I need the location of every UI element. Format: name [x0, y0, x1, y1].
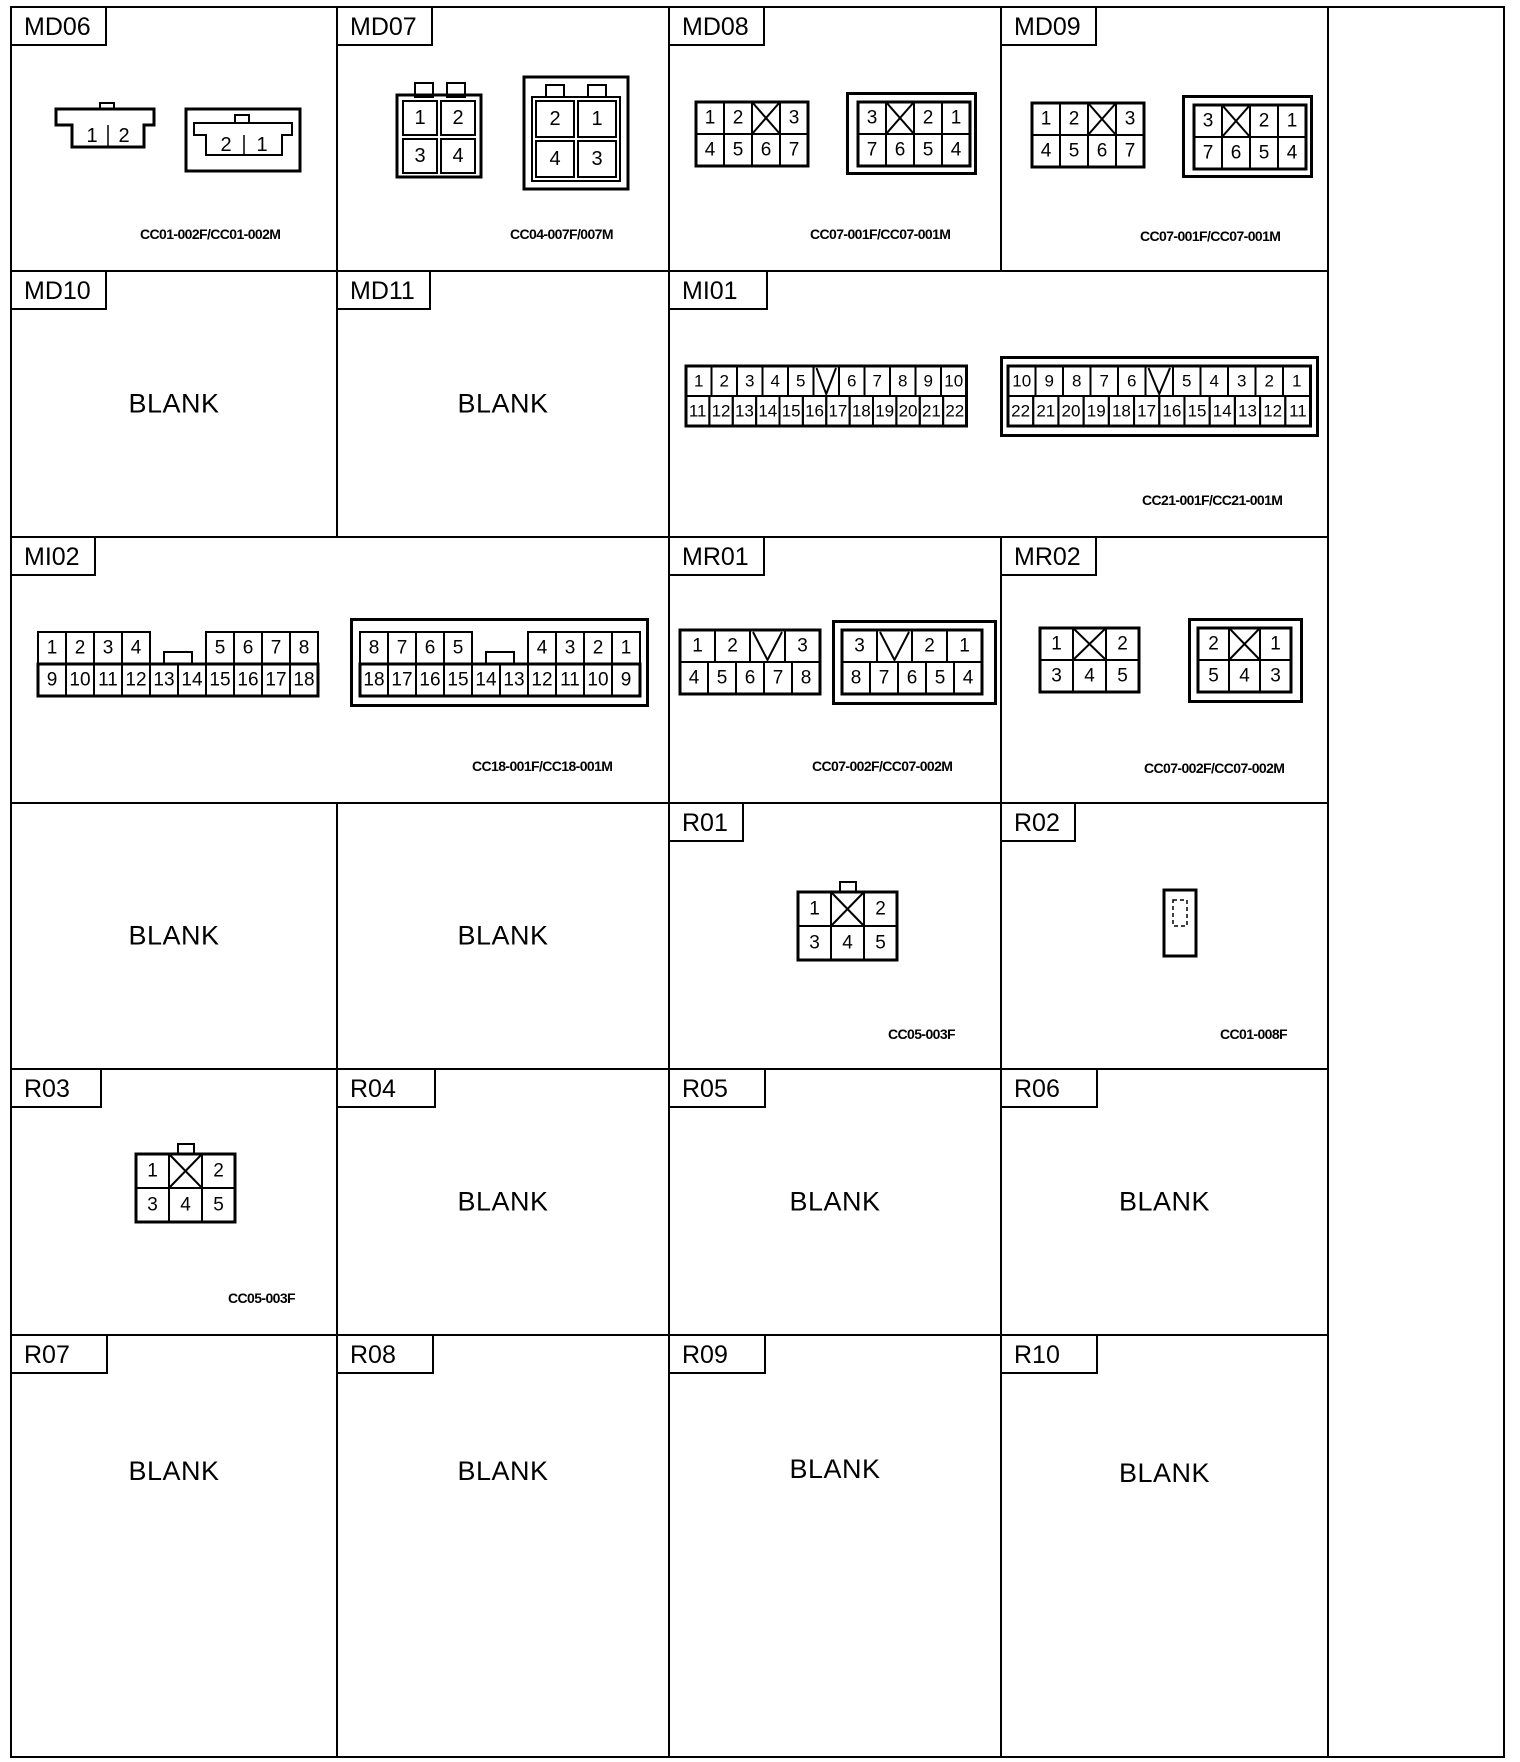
key-notch-mark — [880, 632, 909, 660]
pin-label: 2 — [922, 107, 934, 129]
pin-label: 2 — [1208, 633, 1219, 655]
pin-label: 1 — [620, 637, 632, 659]
pin-label: 4 — [1209, 371, 1219, 391]
cell-r05 — [670, 1070, 1002, 1336]
blank-label: BLANK — [457, 1456, 549, 1486]
cell-r08 — [338, 1336, 670, 1756]
pin-label: 8 — [850, 667, 862, 689]
pin-label: 16 — [1162, 401, 1182, 421]
blank-label: BLANK — [1118, 1186, 1211, 1217]
connector-male — [350, 618, 652, 710]
pin-label: 4 — [549, 148, 561, 170]
part-number: CC07-001F/CC07-001M — [810, 226, 951, 242]
pin-label: 12 — [125, 669, 147, 691]
connector-tag: R08 — [338, 1336, 434, 1374]
connector-tag: MD06 — [12, 8, 107, 46]
pin-label: 6 — [894, 139, 906, 161]
connector-female — [678, 628, 828, 700]
connector-male — [832, 620, 1000, 708]
cell-r06 — [1002, 1070, 1329, 1336]
pin-label: 2 — [1068, 108, 1080, 130]
pin-label: 14 — [475, 669, 497, 691]
cell-md07 — [338, 8, 670, 272]
pin-label: 15 — [209, 669, 231, 691]
part-number: CC01-002F/CC01-002M — [140, 226, 281, 242]
pin-label: 4 — [962, 667, 974, 689]
connector-tag: MD10 — [12, 272, 107, 310]
blank-label: BLANK — [128, 1456, 220, 1486]
pin-label: 6 — [847, 371, 857, 391]
pin-label: 5 — [934, 667, 946, 689]
pin-label: 1 — [694, 371, 704, 391]
pin-label: 3 — [1051, 665, 1062, 687]
cell-mi01 — [670, 272, 1329, 538]
pin-label: 3 — [1237, 371, 1247, 391]
pin-label: 6 — [242, 637, 254, 659]
pin-label: 4 — [842, 932, 853, 954]
pin-label: 4 — [770, 371, 780, 391]
key-notch-mark — [1149, 368, 1171, 394]
connector-female — [796, 880, 901, 964]
pin-label: 7 — [1202, 142, 1214, 164]
pin-label: 5 — [1208, 665, 1219, 687]
connector-male — [1182, 95, 1317, 181]
pin-label: 1 — [147, 1160, 158, 1182]
blank-label: BLANK — [128, 388, 220, 419]
pin-label: 6 — [906, 667, 918, 689]
part-number: CC07-002F/CC07-002M — [1144, 760, 1285, 776]
pin-label: 15 — [1187, 401, 1207, 421]
pin-label: 10 — [1012, 371, 1032, 391]
latch-tab — [164, 652, 192, 664]
pin-label: 5 — [214, 637, 226, 659]
blank-label: BLANK — [128, 920, 220, 951]
pin-label: 2 — [727, 635, 738, 657]
connector-tag: MD09 — [1002, 8, 1097, 46]
pin-label: 8 — [298, 637, 310, 659]
connector-tag: R10 — [1002, 1336, 1098, 1374]
pin-label: 4 — [1286, 142, 1298, 164]
cell-r09 — [670, 1336, 1002, 1756]
pin-label: 4 — [1239, 665, 1250, 687]
pin-label: 11 — [98, 669, 118, 691]
pin-label: 14 — [181, 669, 203, 691]
pin-label: 3 — [1202, 110, 1214, 132]
connector-tag: R07 — [12, 1336, 108, 1374]
connector-tag: R06 — [1002, 1070, 1098, 1108]
part-number: CC21-001F/CC21-001M — [1142, 492, 1283, 508]
pin-label: 7 — [878, 667, 890, 689]
pin-label: 2 — [213, 1160, 224, 1182]
pin-label: 13 — [153, 669, 175, 691]
pin-label: 3 — [854, 635, 865, 657]
pin-label: 1 — [950, 107, 962, 129]
pin-label: 22 — [945, 401, 965, 421]
pin-label: 2 — [74, 637, 86, 659]
cell-mr01 — [670, 538, 1002, 804]
pin-label: 5 — [1117, 665, 1128, 687]
part-number: CC07-001F/CC07-001M — [1140, 228, 1281, 244]
connector-tag: MD08 — [670, 8, 765, 46]
pin-label: 1 — [692, 635, 703, 657]
pin-label: 21 — [1036, 401, 1056, 421]
pin-label: 2 — [220, 134, 232, 156]
pin-label: 13 — [734, 401, 754, 421]
pin-label: 7 — [1099, 371, 1109, 391]
pin-label: 4 — [950, 139, 962, 161]
pin-label: 2 — [118, 125, 130, 147]
cell-blank-1 — [12, 804, 338, 1070]
pin-label: 4 — [452, 145, 464, 167]
pin-label: 12 — [531, 669, 553, 691]
connector-housing — [524, 77, 628, 189]
single-pin-connector — [1162, 888, 1202, 960]
connector-tag: MR02 — [1002, 538, 1097, 576]
latch-tab — [486, 652, 514, 664]
connector-tag: R05 — [670, 1070, 766, 1108]
pin-label: 3 — [788, 107, 800, 129]
pin-label: 2 — [719, 371, 729, 391]
cell-mr02 — [1002, 538, 1329, 804]
pin-label: 20 — [1061, 401, 1081, 421]
pin-label: 3 — [564, 637, 576, 659]
pin-label: 4 — [1084, 665, 1095, 687]
pin-label: 5 — [452, 637, 464, 659]
latch-tab — [100, 103, 114, 109]
pin-label: 1 — [959, 635, 970, 657]
blank-label: BLANK — [789, 1186, 881, 1217]
connector-tag: MD07 — [338, 8, 433, 46]
connector-tag: MI02 — [12, 538, 96, 576]
pin-label: 8 — [898, 371, 908, 391]
blank-label: BLANK — [457, 1186, 549, 1217]
pin-label: 3 — [591, 148, 603, 170]
connector-tag: MD11 — [338, 272, 431, 310]
pin-label: 11 — [1289, 401, 1307, 421]
cell-r10 — [1002, 1336, 1329, 1756]
pin-label: 14 — [758, 401, 778, 421]
pin-label: 16 — [805, 401, 825, 421]
pin-label: 13 — [503, 669, 525, 691]
connector-male — [522, 75, 632, 193]
pin-label: 5 — [716, 667, 728, 689]
cell-md06 — [12, 8, 338, 272]
pin-label: 9 — [46, 669, 58, 691]
cell-r02 — [1002, 804, 1329, 1070]
part-number: CC05-003F — [228, 1290, 295, 1306]
pin-label: 6 — [1096, 140, 1108, 162]
pin-label: 6 — [424, 637, 436, 659]
connector-tag: R04 — [338, 1070, 436, 1108]
part-number: CC18-001F/CC18-001M — [472, 758, 613, 774]
pin-label: 1 — [1051, 633, 1062, 655]
connector-female — [395, 81, 485, 181]
pin-label: 4 — [704, 139, 716, 161]
pin-label: 3 — [866, 107, 878, 129]
pin-label: 17 — [265, 669, 287, 691]
connector-tag: MI01 — [670, 272, 768, 310]
pin-label: 12 — [711, 401, 731, 421]
pin-label: 13 — [1238, 401, 1257, 421]
pin-label: 18 — [1111, 401, 1131, 421]
pin-label: 4 — [1040, 140, 1052, 162]
connector-female — [54, 101, 164, 161]
pin-label: 1 — [704, 107, 716, 129]
pin-label: 7 — [866, 139, 878, 161]
pin-label: 7 — [270, 637, 282, 659]
cell-mi02 — [12, 538, 670, 804]
pin-label: 3 — [809, 932, 820, 954]
pin-label: 4 — [536, 637, 548, 659]
pin-label: 1 — [46, 637, 58, 659]
cell-md09 — [1002, 8, 1329, 272]
key-notch-mark — [817, 368, 837, 394]
pin-label: 7 — [872, 371, 882, 391]
pin-label: 14 — [1212, 401, 1232, 421]
pin-label: 10 — [69, 669, 91, 691]
pin-label: 1 — [1270, 633, 1281, 655]
pin-label: 16 — [237, 669, 259, 691]
connector-tag: R03 — [12, 1070, 102, 1108]
pin-label: 18 — [851, 401, 871, 421]
connector-female — [1038, 626, 1143, 698]
pin-label: 11 — [688, 401, 707, 421]
pin-label: 12 — [1263, 401, 1283, 421]
key-notch-mark — [753, 632, 782, 660]
pin-label: 6 — [1127, 371, 1137, 391]
blank-label: BLANK — [457, 920, 549, 951]
pin-label: 1 — [256, 134, 268, 156]
pin-label: 5 — [1068, 140, 1080, 162]
pin-label: 16 — [419, 669, 441, 691]
pin-block-border — [194, 123, 292, 155]
pin-label: 4 — [130, 637, 142, 659]
connector-sheet — [10, 6, 1505, 1758]
connector-tag: R01 — [670, 804, 744, 842]
latch-tab — [588, 85, 606, 97]
part-number: CC04-007F/007M — [510, 226, 613, 242]
latch-tab — [546, 85, 564, 97]
pin-label: 17 — [1137, 401, 1157, 421]
pin-label: 3 — [147, 1194, 158, 1216]
pin-label: 17 — [391, 669, 413, 691]
pin-label: 7 — [1124, 140, 1136, 162]
pin-label: 5 — [796, 371, 806, 391]
pin-label: 1 — [1040, 108, 1052, 130]
cell-md11 — [338, 272, 670, 538]
pin-label: 7 — [396, 637, 408, 659]
cell-r03 — [12, 1070, 338, 1336]
connector-female — [36, 622, 326, 702]
cell-r07 — [12, 1336, 338, 1756]
pin-label: 19 — [1086, 401, 1106, 421]
pin-label: 8 — [1072, 371, 1082, 391]
pin-label: 19 — [875, 401, 895, 421]
part-number: CC01-008F — [1220, 1026, 1287, 1042]
pin-label: 18 — [293, 669, 315, 691]
pin-label: 7 — [788, 139, 800, 161]
connector-tag: MR01 — [670, 538, 765, 576]
pin-label: 15 — [447, 669, 469, 691]
pin-label: 4 — [688, 667, 700, 689]
part-number: CC05-003F — [888, 1026, 955, 1042]
pin-label: 3 — [102, 637, 114, 659]
pin-label: 9 — [620, 669, 632, 691]
blank-label: BLANK — [457, 388, 549, 419]
connector-tag: R02 — [1002, 804, 1076, 842]
pin-label: 20 — [898, 401, 918, 421]
pin-label: 1 — [86, 125, 98, 147]
pin-label: 2 — [1264, 371, 1274, 391]
pin-label: 9 — [923, 371, 933, 391]
pin-block-border — [532, 97, 620, 181]
pin-label: 1 — [591, 108, 603, 130]
pin-label: 2 — [1117, 633, 1128, 655]
pin-label: 5 — [1258, 142, 1270, 164]
pin-label: 6 — [1230, 142, 1242, 164]
pin-label: 3 — [1124, 108, 1136, 130]
pin-label: 10 — [587, 669, 609, 691]
pin-label: 1 — [1292, 371, 1302, 391]
pin-label: 9 — [1044, 371, 1054, 391]
pin-label: 7 — [772, 667, 784, 689]
pin-label: 3 — [1270, 665, 1281, 687]
pin-label: 22 — [1011, 401, 1031, 421]
pin-label: 1 — [1286, 110, 1298, 132]
pin-label: 6 — [744, 667, 756, 689]
pin-label: 4 — [180, 1194, 191, 1216]
connector-female — [134, 1142, 239, 1226]
cell-md08 — [670, 8, 1002, 272]
pin-label: 5 — [875, 932, 886, 954]
connector-tag: R09 — [670, 1336, 766, 1374]
latch-tab — [235, 115, 249, 123]
pin-label: 18 — [363, 669, 385, 691]
pin-label: 8 — [368, 637, 380, 659]
pin-label: 5 — [1182, 371, 1192, 391]
connector-female — [1030, 101, 1150, 173]
pin-label: 11 — [560, 669, 580, 691]
pin-label: 2 — [732, 107, 744, 129]
blank-label: BLANK — [789, 1454, 881, 1484]
pin-label: 17 — [828, 401, 848, 421]
pin-label: 2 — [924, 635, 935, 657]
connector-male — [1188, 618, 1306, 706]
pin-label: 2 — [1258, 110, 1270, 132]
pin-label: 3 — [414, 145, 426, 167]
pin-label: 21 — [921, 401, 941, 421]
pin-label: 3 — [797, 635, 808, 657]
pin-label: 3 — [745, 371, 755, 391]
pin-label: 1 — [809, 898, 820, 920]
blank-label: BLANK — [1118, 1458, 1211, 1488]
part-number: CC07-002F/CC07-002M — [812, 758, 953, 774]
pin-label: 1 — [414, 107, 426, 129]
connector-male — [184, 101, 314, 171]
connector-male — [1000, 356, 1322, 440]
pin-label: 5 — [732, 139, 744, 161]
pin-label: 8 — [800, 667, 812, 689]
pin-label: 10 — [944, 371, 964, 391]
pin-label: 2 — [875, 898, 886, 920]
connector-male — [846, 92, 981, 178]
pin-label: 15 — [781, 401, 801, 421]
cell-md10 — [12, 272, 338, 538]
connector-female — [684, 364, 994, 434]
cell-blank-2 — [338, 804, 670, 1070]
cell-r01 — [670, 804, 1002, 1070]
connector-female — [694, 100, 814, 172]
pin-label: 2 — [592, 637, 604, 659]
pin-label: 5 — [213, 1194, 224, 1216]
connector-housing — [56, 109, 154, 147]
cell-r04 — [338, 1070, 670, 1336]
pin-label: 5 — [922, 139, 934, 161]
pin-label: 2 — [549, 108, 561, 130]
pin-label: 6 — [760, 139, 772, 161]
pin-label: 2 — [452, 107, 464, 129]
